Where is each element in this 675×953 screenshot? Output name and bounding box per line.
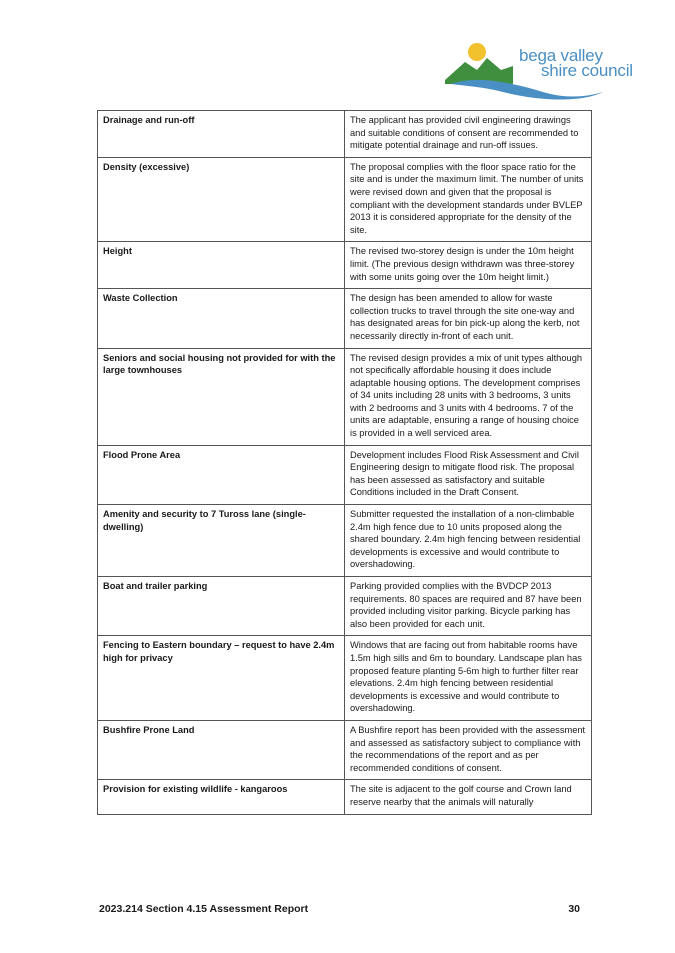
issue-topic: Bushfire Prone Land [98, 720, 345, 779]
report-title: 2023.214 Section 4.15 Assessment Report [99, 903, 309, 915]
issue-topic: Seniors and social housing not provided for with the large townhouses [98, 348, 345, 445]
table-row [98, 577, 592, 636]
table-row [98, 289, 592, 348]
issue-response: Parking provided complies with the BVDCP 2013 requirements. 80 spaces are required and 87 have been provided including visitor parking. Bicycle parking has also been provided for each unit. [345, 577, 592, 636]
logo-line-2: shire council [541, 61, 633, 80]
page-number: 30 [568, 903, 580, 915]
issue-topic: Provision for existing wildlife - kangaroos [98, 780, 345, 814]
issue-topic: Boat and trailer parking [98, 577, 345, 636]
table-row [98, 780, 592, 814]
table-row [98, 157, 592, 242]
submissions-table [97, 110, 592, 815]
issue-response: The revised design provides a mix of unit types although not specifically affordable housing it does include adaptable housing options. The development comprises of 34 units including 28 units with 3 bedrooms, 3 units with 2 bedrooms and 3 units with 4 bedrooms. 7 of the units are adaptable, ensuring a range of housing choice is provided in a well serviced area. [345, 348, 592, 445]
issue-response: Submitter requested the installation of a non-climbable 2.4m high fence due to 10 units proposed along the shared boundary. 2.4m high fencing between residential developments is excessive and would contribute to overshadowing. [345, 505, 592, 577]
issue-response: The proposal complies with the floor space ratio for the site and is under the maximum limit. The number of units were revised down and given that the proposal is compliant with the development standards under BVLEP 2013 it is considered appropriate for the density of the site. [345, 157, 592, 242]
issue-topic: Height [98, 242, 345, 289]
council-logo [443, 40, 633, 102]
table-row [98, 111, 592, 158]
logo-line-1: bega valley [519, 46, 603, 65]
issue-topic: Fencing to Eastern boundary – request to have 2.4m high for privacy [98, 636, 345, 721]
issue-topic: Density (excessive) [98, 157, 345, 242]
table-row [98, 720, 592, 779]
issue-response: Windows that are facing out from habitable rooms have 1.5m high sills and 6m to boundary. Landscape plan has proposed feature planting 5-6m high to further filter rear elevations. 2.4m high fencing between residential developments is excessive and would contribute to overshadowing. [345, 636, 592, 721]
table-row [98, 636, 592, 721]
table-row [98, 445, 592, 504]
issue-response: The design has been amended to allow for waste collection trucks to travel through the site one-way and has designated areas for bin pick-up along the kerb, not necessarily directly in-front of each unit. [345, 289, 592, 348]
table-row [98, 348, 592, 445]
issue-topic: Amenity and security to 7 Tuross lane (single-dwelling) [98, 505, 345, 577]
issue-response: The revised two-storey design is under the 10m height limit. (The previous design withdrawn was three-storey with some units going over the 10m height limit.) [345, 242, 592, 289]
council-logo-text [519, 48, 633, 78]
issue-response: Development includes Flood Risk Assessment and Civil Engineering design to mitigate flood risk. The proposal has been assessed as satisfactory and suitable Conditions included in the Draft Consent. [345, 445, 592, 504]
table-row [98, 505, 592, 577]
issue-response: The applicant has provided civil engineering drawings and suitable conditions of consent are recommended to mitigate potential drainage and run-off issues. [345, 111, 592, 158]
issue-topic: Waste Collection [98, 289, 345, 348]
issue-topic: Drainage and run-off [98, 111, 345, 158]
issue-topic: Flood Prone Area [98, 445, 345, 504]
issue-response: A Bushfire report has been provided with the assessment and assessed as satisfactory subject to compliance with the recommendations of the report and as per recommended conditions of consent. [345, 720, 592, 779]
table-row [98, 242, 592, 289]
issue-response: The site is adjacent to the golf course and Crown land reserve nearby that the animals will naturally [345, 780, 592, 814]
page-footer [99, 903, 580, 915]
